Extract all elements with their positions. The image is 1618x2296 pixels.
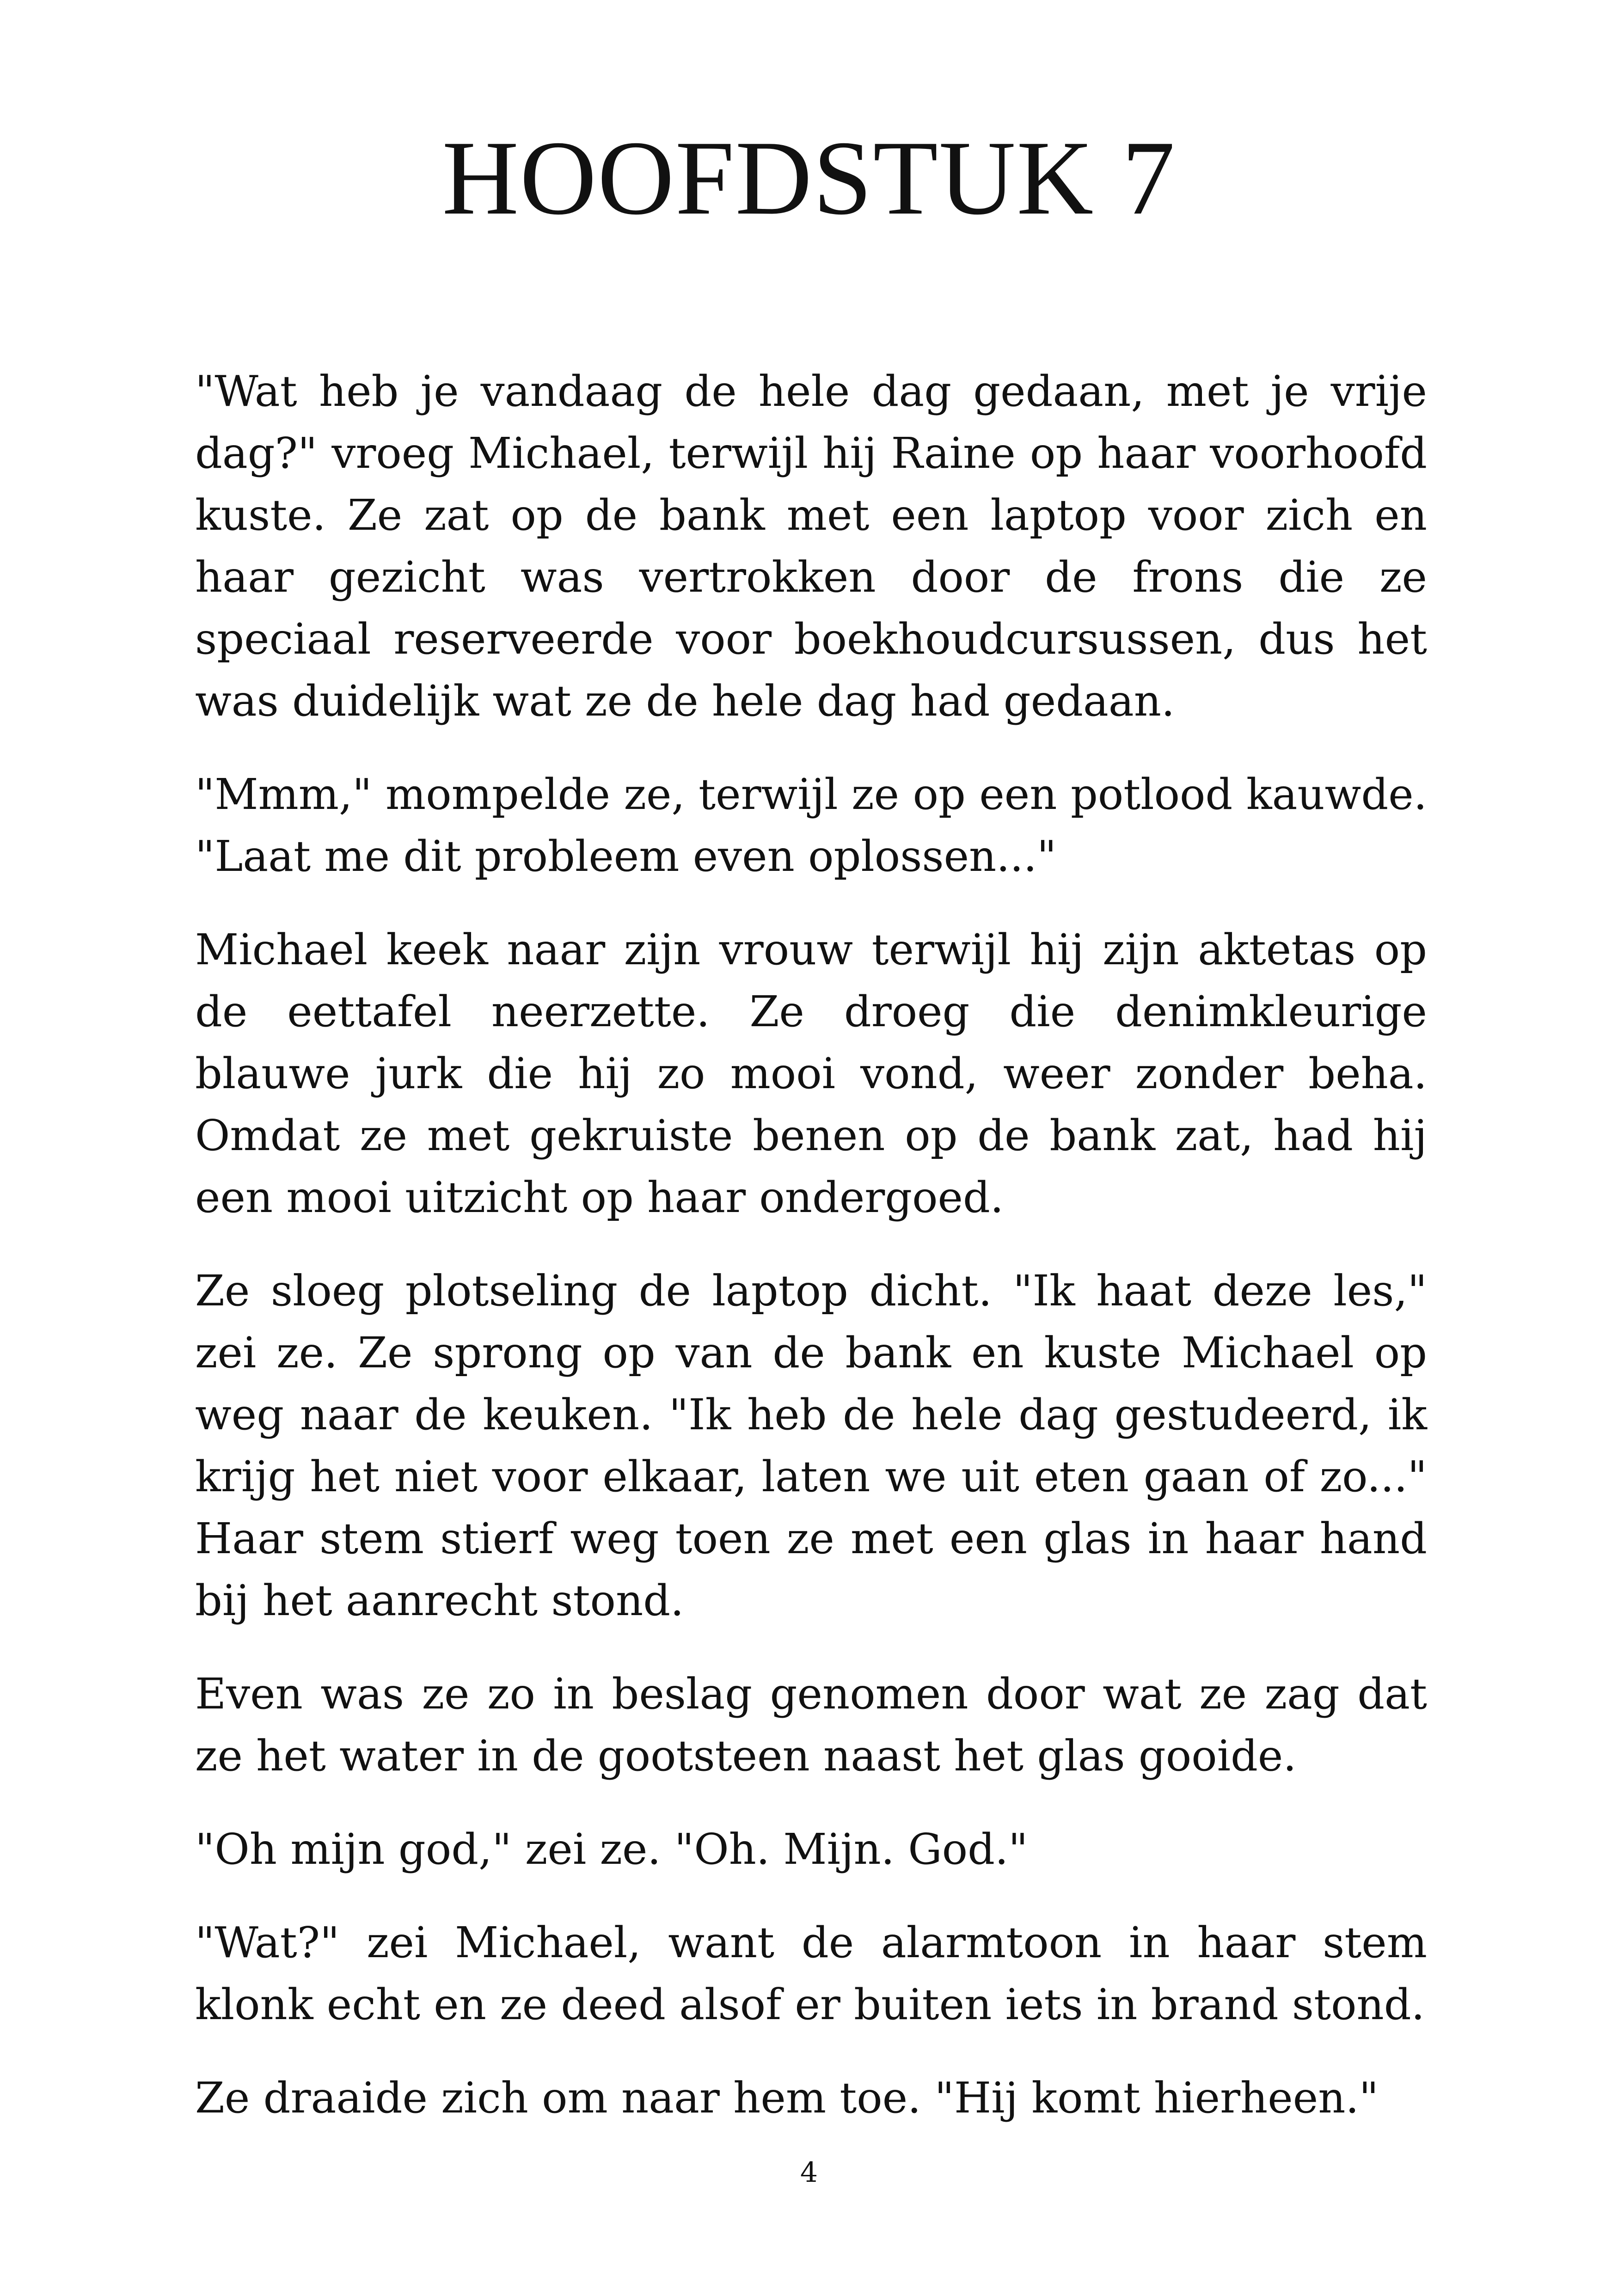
paragraph-4: Ze sloeg plotseling de laptop dicht. "Ik haat deze les," zei ze. Ze sprong op van de bank en kuste Michael op weg naar de keuken. "Ik heb de hele dag gestudeerd, ik krijg het niet voor elkaar, laten we uit eten gaan of zo..." Haar stem stierf weg toen ze met een glas in haar hand bij het aanrecht stond. (195, 1266, 1427, 1625)
chapter-title: HOOFDSTUK 7 (442, 119, 1176, 237)
paragraph-5: Even was ze zo in beslag genomen door wat ze zag dat ze het water in de gootsteen naast het glas gooide. (195, 1669, 1427, 1781)
page-number: 4 (800, 2156, 818, 2189)
paragraph-2: "Mmm," mompelde ze, terwijl ze op een potlood kauwde. "Laat me dit probleem even oplossen..." (195, 770, 1427, 881)
paragraph-8: Ze draaide zich om naar hem toe. "Hij komt hierheen." (195, 2073, 1379, 2123)
paragraph-6: "Oh mijn god," zei ze. "Oh. Mijn. God." (195, 1825, 1028, 1874)
paragraph-1: "Wat heb je vandaag de hele dag gedaan, met je vrije dag?" vroeg Michael, terwijl hij Raine op haar voorhoofd kuste. Ze zat op de bank met een laptop voor zich en haar gezicht was vertrokken door de frons die ze speciaal reserveerde voor boekhoudcursussen, dus het was duidelijk wat ze de hele dag had gedaan. (195, 367, 1427, 726)
chapter-body (195, 361, 1427, 2129)
paragraph-7: "Wat?" zei Michael, want de alarmtoon in haar stem klonk echt en ze deed alsof er buiten iets in brand stond. (195, 1918, 1427, 2029)
paragraph-3: Michael keek naar zijn vrouw terwijl hij zijn aktetas op de eettafel neerzette. Ze droeg die denimkleurige blauwe jurk die hij zo mooi vond, weer zonder beha. Omdat ze met gekruiste benen op de bank zat, had hij een mooi uitzicht op haar ondergoed. (195, 925, 1427, 1222)
